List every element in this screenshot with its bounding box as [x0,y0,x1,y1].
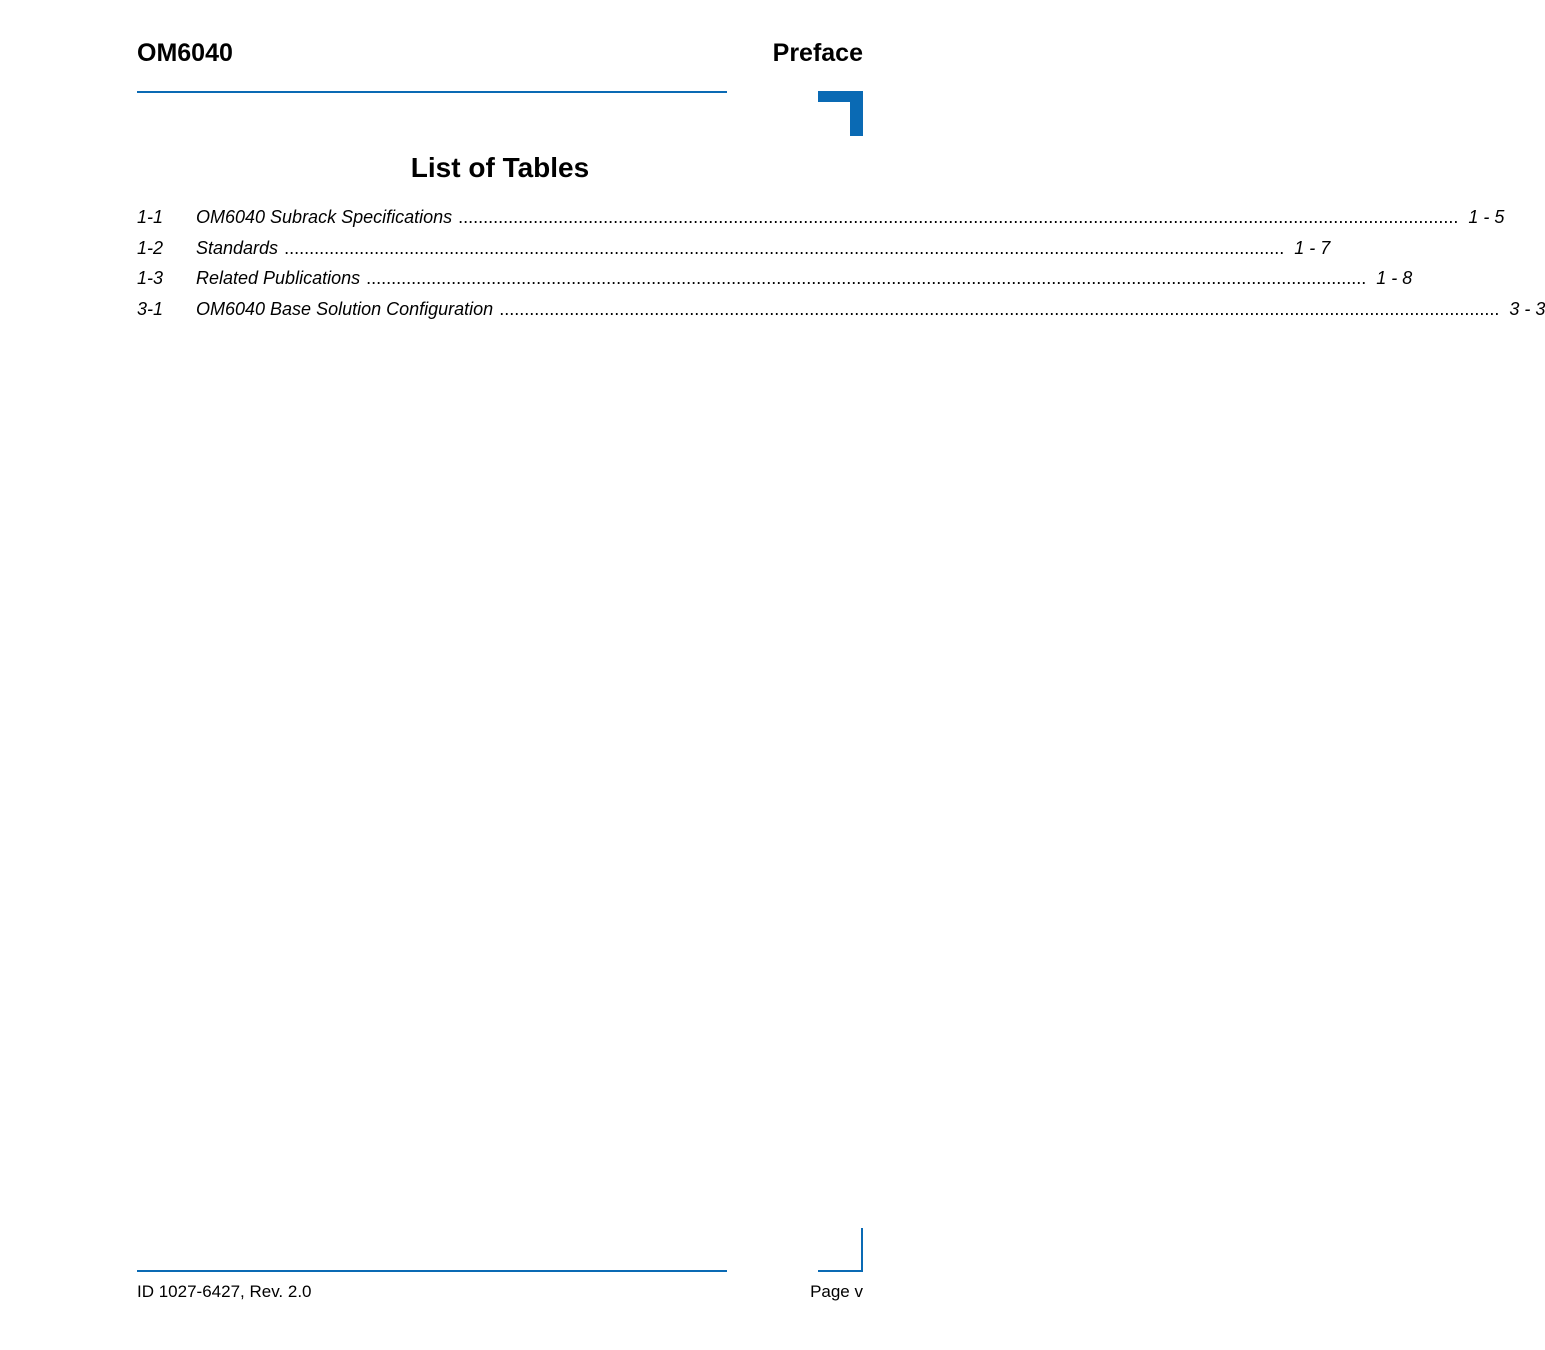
corner-mark-vertical [850,91,863,136]
entry-page-number: 1 - 8 [1376,268,1413,289]
dot-leader: ........................................................................................................................................................................................................ [366,268,1367,289]
footer-page-number: Page v [810,1282,863,1301]
entry-number: 1-1 [137,207,164,227]
entry-page-number: 3 - 3 [1509,298,1545,319]
dot-leader: ........................................................................................................................................................................................................ [284,237,1285,258]
footer-document-id: ID 1027-6427, Rev. 2.0 [137,1282,312,1301]
footer-corner-horizontal [818,1270,863,1272]
header-product-name: OM6040 [137,39,233,67]
entry-title: OM6040 Base Solution Configuration [196,298,494,319]
footer-rule [137,1270,727,1272]
footer-corner-vertical [861,1228,863,1272]
entry-title: OM6040 Subrack Specifications [196,207,453,227]
table-list-entry[interactable] [137,204,1505,235]
dot-leader: ........................................................................................................................................................................................................ [499,298,1500,319]
entry-title: Related Publications [196,268,361,289]
table-list-entry[interactable] [137,235,1331,266]
entry-title: Standards [196,237,279,258]
entry-page-number: 1 - 7 [1294,237,1331,258]
dot-leader: ........................................................................................................................................................................................................ [458,207,1459,227]
table-list-entry[interactable] [137,296,1545,327]
header-section-name: Preface [772,39,863,67]
table-list-entry[interactable] [137,265,1413,296]
header-rule [137,91,727,93]
entry-number: 1-3 [137,268,164,289]
entry-number: 3-1 [137,298,164,319]
entry-page-number: 1 - 5 [1468,207,1505,227]
table-list [137,204,1545,326]
page-title: List of Tables [410,152,590,183]
entry-number: 1-2 [137,237,164,258]
